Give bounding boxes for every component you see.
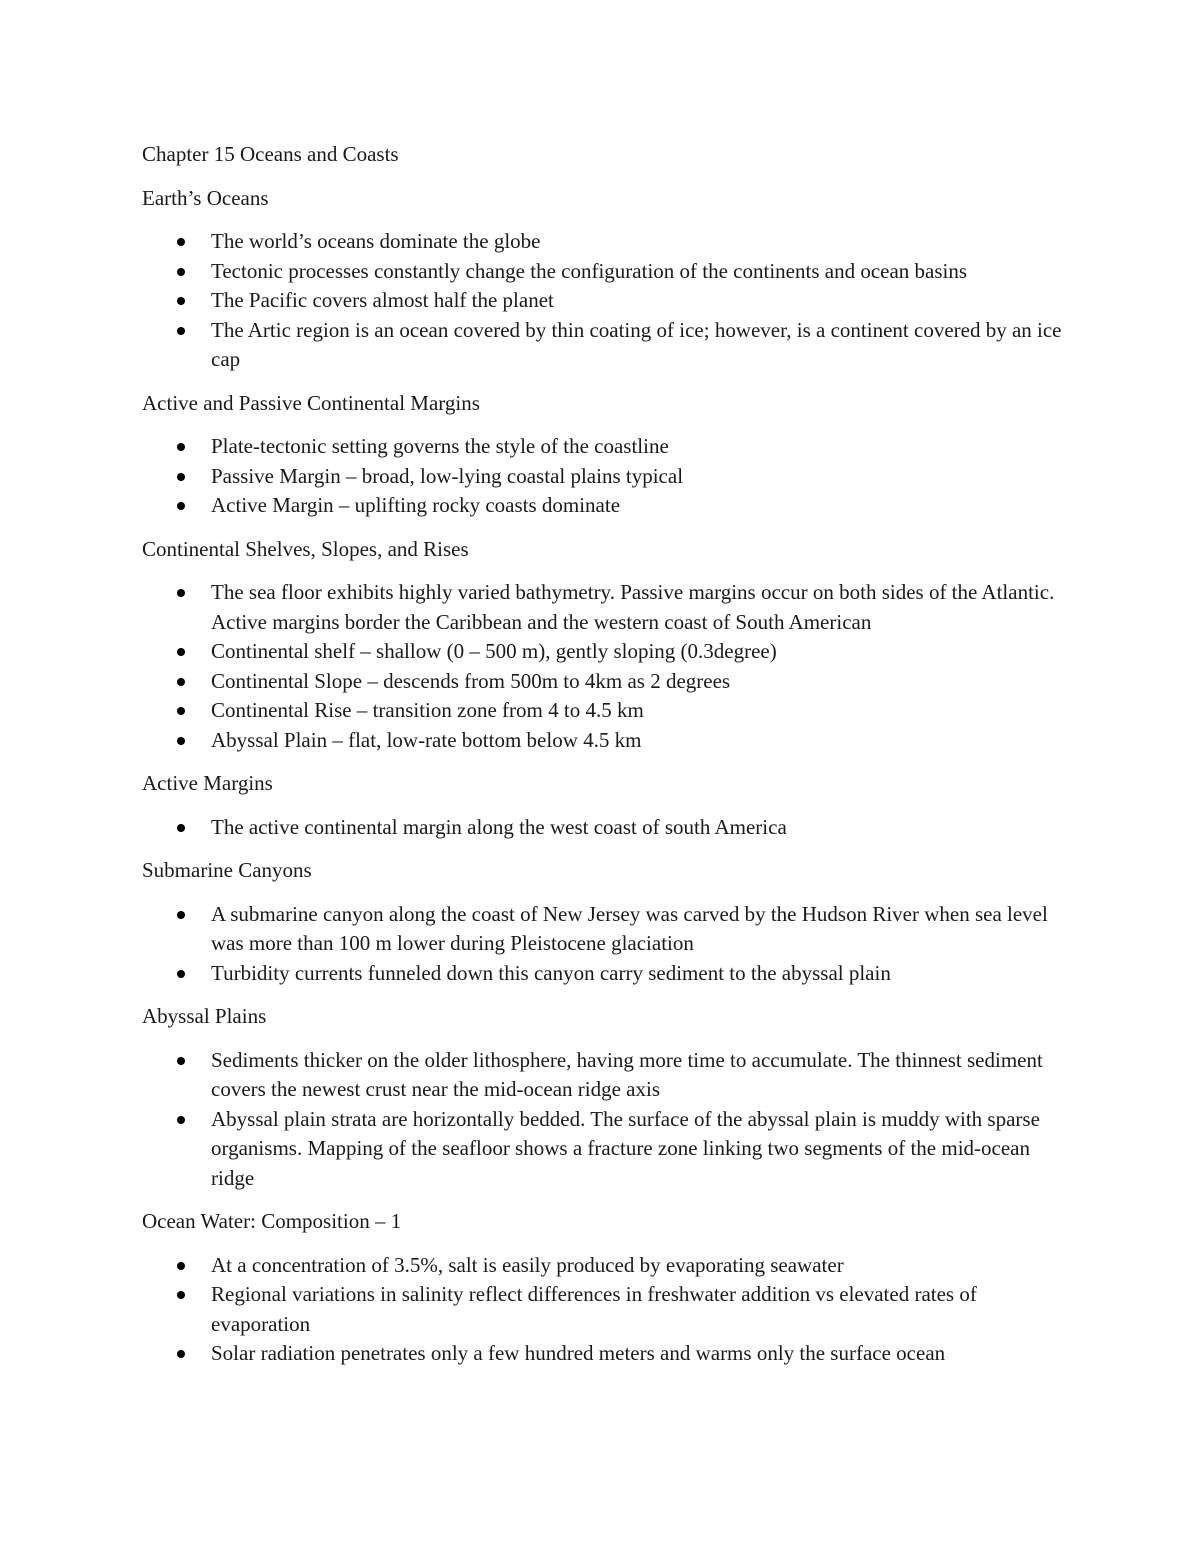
list-item <box>142 726 1072 756</box>
list-item-text: Solar radiation penetrates only a few hundred meters and warms only the surface ocean <box>211 1341 946 1365</box>
bullet-icon <box>177 238 185 246</box>
list-item-text: Turbidity currents funneled down this canyon carry sediment to the abyssal plain <box>211 960 891 985</box>
bullet-icon <box>177 327 185 335</box>
list-item <box>142 578 1072 637</box>
bullet-list <box>142 578 1072 755</box>
section <box>142 856 1072 988</box>
section-heading: Active Margins <box>142 771 273 795</box>
list-item <box>142 696 1072 726</box>
bullet-icon <box>177 1116 185 1124</box>
list-item <box>142 1251 1072 1281</box>
section-heading: Abyssal Plains <box>142 1004 267 1028</box>
section-heading: Active and Passive Continental Margins <box>142 390 480 415</box>
list-item-text: The Artic region is an ocean covered by thin coating of ice; however, is a continent covered by an ice cap <box>211 317 1062 371</box>
bullet-icon <box>177 648 185 656</box>
list-item <box>142 257 1072 287</box>
list-item <box>142 637 1072 667</box>
list-item <box>142 227 1072 257</box>
bullet-icon <box>177 970 185 978</box>
bullet-icon <box>177 737 185 745</box>
list-item-text: Passive Margin – broad, low-lying coastal plains typical <box>211 463 684 488</box>
list-item <box>142 286 1072 316</box>
section <box>142 769 1072 842</box>
bullet-icon <box>177 1057 185 1065</box>
list-item <box>142 667 1072 697</box>
bullet-list <box>142 1046 1072 1194</box>
bullet-icon <box>177 678 185 686</box>
bullet-list <box>142 227 1072 375</box>
list-item-text: Abyssal Plain – flat, low-rate bottom below 4.5 km <box>211 727 642 752</box>
list-item <box>142 1339 1072 1369</box>
bullet-icon <box>177 502 185 510</box>
list-item-text: A submarine canyon along the coast of New Jersey was carved by the Hudson River when sea level was more than 100 m lower during Pleistocene glaciation <box>211 901 1048 955</box>
bullet-icon <box>177 1262 185 1270</box>
list-item-text: Tectonic processes constantly change the configuration of the continents and ocean basins <box>211 258 968 283</box>
list-item-text: At a concentration of 3.5%, salt is easily produced by evaporating seawater <box>211 1252 844 1277</box>
list-item-text: The active continental margin along the west coast of south America <box>211 814 787 839</box>
bullet-icon <box>177 268 185 276</box>
section <box>142 535 1072 756</box>
bullet-list <box>142 900 1072 989</box>
document-page <box>142 140 1072 1383</box>
bullet-icon <box>177 824 185 832</box>
list-item-text: Active Margin – uplifting rocky coasts dominate <box>211 493 621 517</box>
section <box>142 1207 1072 1369</box>
document-title: Chapter 15 Oceans and Coasts <box>142 142 399 166</box>
bullet-icon <box>177 1350 185 1358</box>
bullet-list <box>142 432 1072 521</box>
list-item <box>142 1046 1072 1105</box>
section <box>142 184 1072 375</box>
list-item-text: Abyssal plain strata are horizontally bedded. The surface of the abyssal plain is muddy with sparse organisms. Mapping of the seafloor shows a fracture zone linking two segments of the mid-ocean ridge <box>211 1106 1040 1190</box>
list-item-text: Regional variations in salinity reflect differences in freshwater addition vs elevated rates of evaporation <box>211 1282 977 1336</box>
bullet-list <box>142 1251 1072 1369</box>
list-item-text: Sediments thicker on the older lithosphere, having more time to accumulate. The thinnest sediment covers the newest crust near the mid-ocean ridge axis <box>211 1047 1043 1101</box>
list-item-text: Plate-tectonic setting governs the style of the coastline <box>211 434 669 458</box>
list-item-text: Continental shelf – shallow (0 – 500 m), gently sloping (0.3degree) <box>211 639 777 663</box>
bullet-icon <box>177 1291 185 1299</box>
list-item <box>142 1280 1072 1339</box>
list-item <box>142 959 1072 989</box>
bullet-icon <box>177 297 185 305</box>
list-item-text: Continental Slope – descends from 500m to 4km as 2 degrees <box>211 668 731 693</box>
section-heading: Continental Shelves, Slopes, and Rises <box>142 536 469 561</box>
bullet-icon <box>177 473 185 481</box>
list-item <box>142 813 1072 843</box>
bullet-list <box>142 813 1072 843</box>
list-item <box>142 1105 1072 1194</box>
section <box>142 389 1072 521</box>
section <box>142 1002 1072 1193</box>
list-item-text: The Pacific covers almost half the planet <box>211 288 554 312</box>
section-heading: Earth’s Oceans <box>142 185 269 210</box>
list-item-text: The world’s oceans dominate the globe <box>211 229 541 253</box>
bullet-icon <box>177 707 185 715</box>
list-item <box>142 491 1072 521</box>
section-heading: Ocean Water: Composition – 1 <box>142 1209 402 1233</box>
list-item-text: The sea floor exhibits highly varied bathymetry. Passive margins occur on both sides of the Atlantic. Active margins border the Caribbean and the western coast of South American <box>211 580 1055 634</box>
list-item <box>142 900 1072 959</box>
bullet-icon <box>177 911 185 919</box>
bullet-icon <box>177 443 185 451</box>
bullet-icon <box>177 589 185 597</box>
list-item <box>142 316 1072 375</box>
list-item <box>142 462 1072 492</box>
list-item <box>142 432 1072 462</box>
section-heading: Submarine Canyons <box>142 858 312 882</box>
sections-container <box>142 184 1072 1369</box>
list-item-text: Continental Rise – transition zone from 4 to 4.5 km <box>211 698 644 722</box>
